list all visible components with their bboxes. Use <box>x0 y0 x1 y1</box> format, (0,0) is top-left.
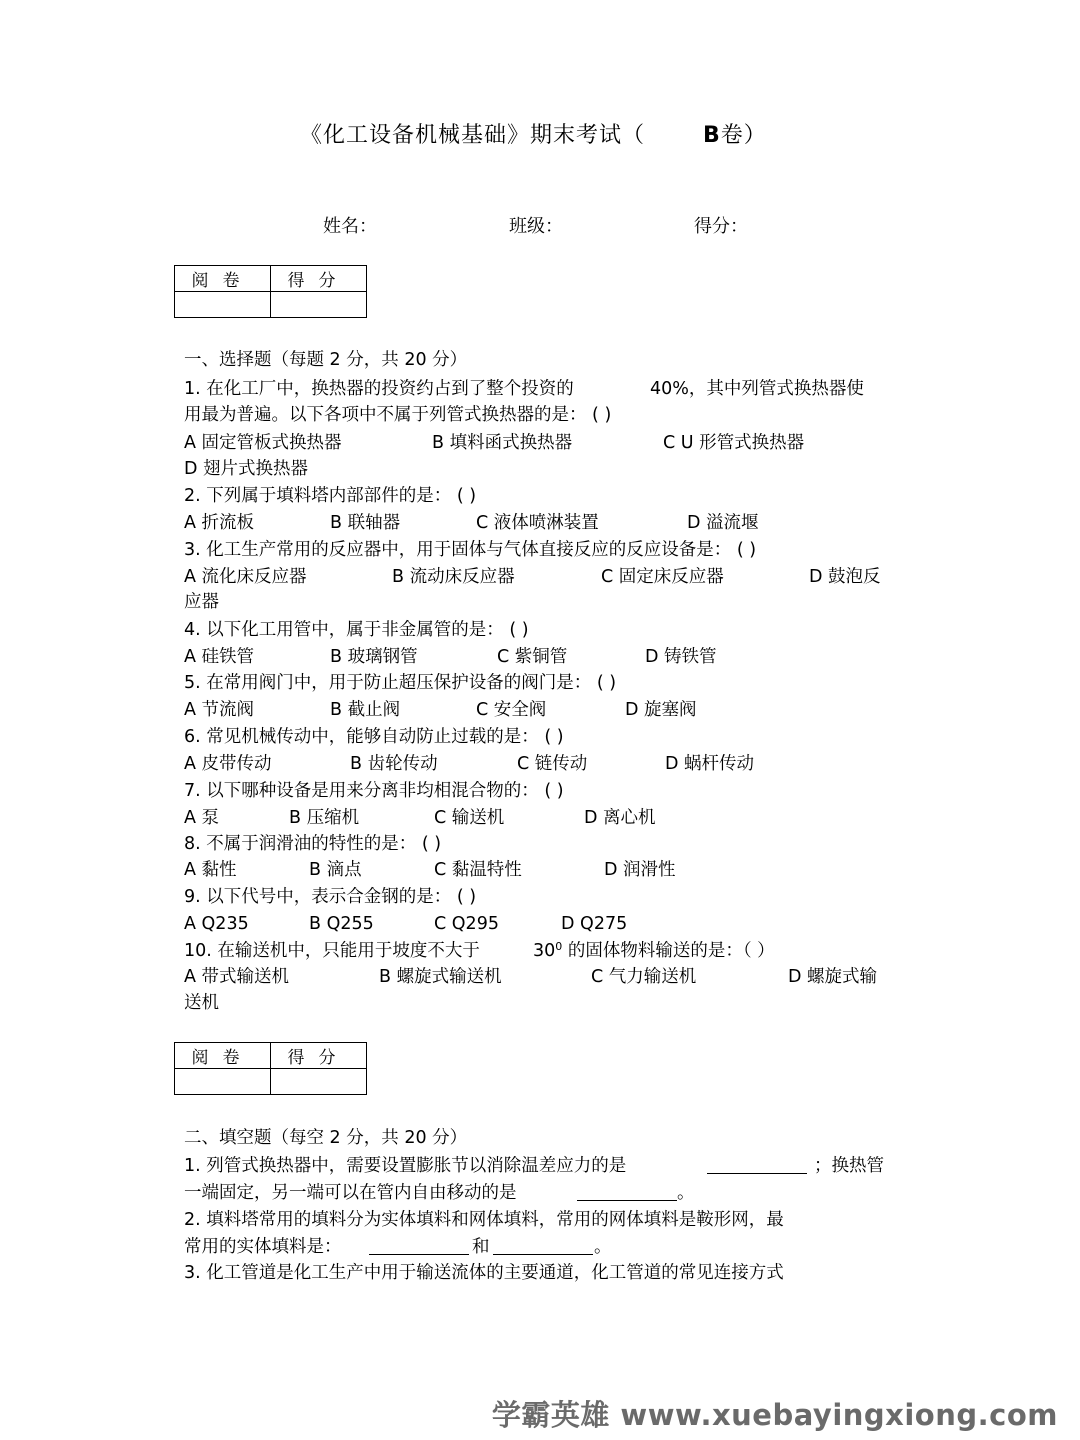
q10-angle: 30 <box>533 941 556 961</box>
title-text-left: 《化工设备机械基础》期末考试（ <box>300 123 646 148</box>
q6-option-a: A 皮带传动 <box>184 754 272 774</box>
q4-option-d: D 铸铁管 <box>645 647 717 667</box>
grader-score-table-2 <box>174 1042 367 1095</box>
q3-option-d-cont: 应器 <box>184 592 219 612</box>
title-paper-type: B <box>703 123 721 148</box>
q3-text: 3. 化工生产常用的反应器中，用于固体与气体直接反应的反应设备是： ( ) <box>184 540 757 560</box>
q6-text: 6. 常见机械传动中，能够自动防止过载的是： ( ) <box>184 727 564 747</box>
q1-option-a: A 固定管板式换热器 <box>184 433 342 453</box>
q3-option-d: D 鼓泡反 <box>809 567 881 587</box>
q5-option-c: C 安全阀 <box>476 700 547 720</box>
f1-text-d: 。 <box>677 1183 695 1203</box>
class-label: 班级： <box>509 216 563 237</box>
q1-option-d: D 翅片式换热器 <box>184 459 309 479</box>
site-watermark: 学霸英雄 www.xuebayingxiong.com <box>491 1398 1058 1432</box>
q1-text-b: 40%，其中列管式换热器使 <box>650 379 864 399</box>
f2-text-b: 常用的实体填料是： <box>184 1237 342 1257</box>
f2-blank-1 <box>369 1238 469 1255</box>
q1-option-b: B 填料函式换热器 <box>432 433 573 453</box>
q10-option-b: B 螺旋式输送机 <box>379 967 502 987</box>
grader-cell <box>175 1069 271 1095</box>
q9-option-a: A Q235 <box>184 914 249 934</box>
f1-blank-2 <box>577 1184 677 1201</box>
q9-text: 9. 以下代号中，表示合金钢的是： ( ) <box>184 887 477 907</box>
f1-blank-1 <box>707 1157 807 1174</box>
f3-text: 3. 化工管道是化工生产中用于输送流体的主要通道，化工管道的常见连接方式 <box>184 1263 784 1283</box>
f1-text-a: 1. 列管式换热器中，需要设置膨胀节以消除温差应力的是 <box>184 1156 627 1176</box>
q10-option-d-cont: 送机 <box>184 993 219 1013</box>
score-cell <box>271 1069 367 1095</box>
q10-text-a: 10. 在输送机中，只能用于坡度不大于 <box>184 941 480 961</box>
f1-text-c: 一端固定，另一端可以在管内自由移动的是 <box>184 1183 517 1203</box>
q2-option-c: C 液体喷淋装置 <box>476 513 599 533</box>
q6-option-c: C 链传动 <box>517 754 588 774</box>
q2-option-a: A 折流板 <box>184 513 255 533</box>
q9-option-b: B Q255 <box>309 914 374 934</box>
section2-heading: 二、填空题（每空 2 分，共 20 分） <box>184 1128 468 1148</box>
q10-degree: 0 <box>555 940 563 953</box>
f2-blank-2 <box>493 1238 593 1255</box>
score-header: 得分 <box>271 1043 367 1069</box>
q10-text-b <box>533 938 775 964</box>
q2-option-b: B 联轴器 <box>330 513 401 533</box>
q5-option-d: D 旋塞阀 <box>625 700 697 720</box>
section1-heading: 一、选择题（每题 2 分，共 20 分） <box>184 350 468 370</box>
name-label: 姓名： <box>323 216 377 237</box>
f2-text-d: 。 <box>594 1237 612 1257</box>
q10-option-d: D 螺旋式输 <box>788 967 878 987</box>
q1-text-a: 1. 在化工厂中，换热器的投资约占到了整个投资的 <box>184 379 574 399</box>
q10-text-c: 的固体物料输送的是：（ ） <box>562 941 775 961</box>
f2-text-a: 2. 填料塔常用的填料分为实体填料和网体填料，常用的网体填料是鞍形网，最 <box>184 1210 784 1230</box>
q4-text: 4. 以下化工用管中，属于非金属管的是： ( ) <box>184 620 529 640</box>
q7-option-c: C 输送机 <box>434 808 505 828</box>
q7-option-d: D 离心机 <box>584 808 656 828</box>
q1-text-c: 用最为普遍。以下各项中不属于列管式换热器的是： ( ) <box>184 405 612 425</box>
score-label: 得分： <box>694 216 748 237</box>
score-cell <box>271 292 367 318</box>
q5-option-b: B 截止阀 <box>330 700 401 720</box>
q3-option-b: B 流动床反应器 <box>392 567 515 587</box>
q4-option-a: A 硅铁管 <box>184 647 255 667</box>
q8-option-b: B 滴点 <box>309 860 362 880</box>
q3-option-a: A 流化床反应器 <box>184 567 307 587</box>
grader-header: 阅卷 <box>175 1043 271 1069</box>
f1-text-b: ；换热管 <box>814 1156 884 1176</box>
q7-option-b: B 压缩机 <box>289 808 360 828</box>
title-text-right: 卷） <box>720 123 767 148</box>
q8-option-a: A 黏性 <box>184 860 237 880</box>
score-header: 得分 <box>271 266 367 292</box>
q6-option-b: B 齿轮传动 <box>350 754 438 774</box>
q2-text: 2. 下列属于填料塔内部部件的是： ( ) <box>184 486 477 506</box>
q4-option-b: B 玻璃钢管 <box>330 647 418 667</box>
q5-text: 5. 在常用阀门中，用于防止超压保护设备的阀门是： ( ) <box>184 673 617 693</box>
f2-text-c: 和 <box>472 1237 490 1257</box>
q4-option-c: C 紫铜管 <box>497 647 568 667</box>
q3-option-c: C 固定床反应器 <box>601 567 724 587</box>
q8-option-c: C 黏温特性 <box>434 860 522 880</box>
q8-text: 8. 不属于润滑油的特性的是： ( ) <box>184 834 442 854</box>
page-title <box>300 118 767 149</box>
q7-option-a: A 泵 <box>184 808 220 828</box>
grader-score-table <box>174 265 367 318</box>
q7-text: 7. 以下哪种设备是用来分离非均相混合物的： ( ) <box>184 781 564 801</box>
q8-option-d: D 润滑性 <box>604 860 676 880</box>
grader-cell <box>175 292 271 318</box>
q10-option-a: A 带式输送机 <box>184 967 290 987</box>
q9-option-c: C Q295 <box>434 914 499 934</box>
q5-option-a: A 节流阀 <box>184 700 255 720</box>
q10-option-c: C 气力输送机 <box>591 967 697 987</box>
q2-option-d: D 溢流堰 <box>687 513 759 533</box>
grader-header: 阅卷 <box>175 266 271 292</box>
q6-option-d: D 蜗杆传动 <box>665 754 755 774</box>
q9-option-d: D Q275 <box>561 914 628 934</box>
q1-option-c: C U 形管式换热器 <box>663 433 805 453</box>
